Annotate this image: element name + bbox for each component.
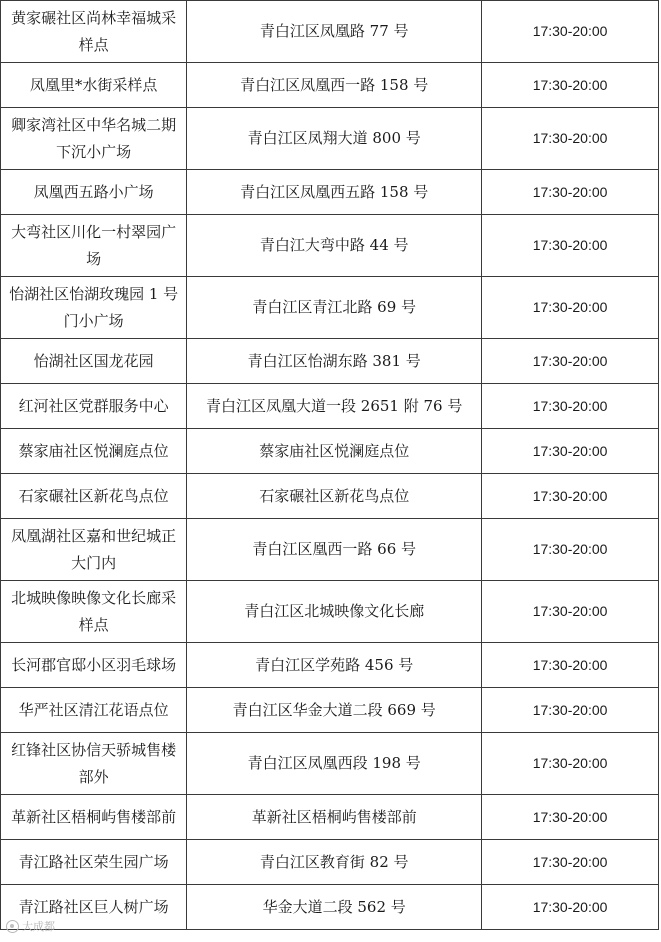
address-cell: 青白江区凤凰西段 198 号	[187, 733, 482, 795]
table-row	[1, 429, 659, 474]
time-cell: 17:30-20:00	[482, 885, 659, 930]
time-cell: 17:30-20:00	[482, 1, 659, 63]
time-cell: 17:30-20:00	[482, 840, 659, 885]
address-cell: 青白江区学苑路 456 号	[187, 643, 482, 688]
table-row	[1, 840, 659, 885]
site-name-cell: 怡湖社区国龙花园	[1, 339, 187, 384]
watermark-text: 大成都	[22, 920, 55, 933]
table-row	[1, 795, 659, 840]
site-name-cell: 红锋社区协信天骄城售楼部外	[1, 733, 187, 795]
time-cell: 17:30-20:00	[482, 108, 659, 170]
address-cell: 革新社区梧桐屿售楼部前	[187, 795, 482, 840]
table-row	[1, 277, 659, 339]
time-cell: 17:30-20:00	[482, 277, 659, 339]
time-cell: 17:30-20:00	[482, 429, 659, 474]
watermark	[6, 918, 55, 934]
time-cell: 17:30-20:00	[482, 519, 659, 581]
address-cell: 青白江区华金大道二段 669 号	[187, 688, 482, 733]
table-row	[1, 643, 659, 688]
table-row	[1, 215, 659, 277]
time-cell: 17:30-20:00	[482, 215, 659, 277]
site-name-cell: 青江路社区荣生园广场	[1, 840, 187, 885]
address-cell: 青白江区凤凰西五路 158 号	[187, 170, 482, 215]
table-row	[1, 384, 659, 429]
address-cell: 蔡家庙社区悦澜庭点位	[187, 429, 482, 474]
address-cell: 青白江大弯中路 44 号	[187, 215, 482, 277]
time-cell: 17:30-20:00	[482, 581, 659, 643]
site-name-cell: 石家碾社区新花鸟点位	[1, 474, 187, 519]
table-row	[1, 688, 659, 733]
time-cell: 17:30-20:00	[482, 733, 659, 795]
table-row	[1, 581, 659, 643]
site-name-cell: 长河郡官邸小区羽毛球场	[1, 643, 187, 688]
site-name-cell: 北城映像映像文化长廊采样点	[1, 581, 187, 643]
address-cell: 青白江区凤凰路 77 号	[187, 1, 482, 63]
time-cell: 17:30-20:00	[482, 384, 659, 429]
address-cell: 青白江区北城映像文化长廊	[187, 581, 482, 643]
site-name-cell: 黄家碾社区尚林幸福城采样点	[1, 1, 187, 63]
address-cell: 青白江区青江北路 69 号	[187, 277, 482, 339]
table-row	[1, 63, 659, 108]
time-cell: 17:30-20:00	[482, 795, 659, 840]
table-row	[1, 108, 659, 170]
address-cell: 青白江区教育街 82 号	[187, 840, 482, 885]
address-cell: 石家碾社区新花鸟点位	[187, 474, 482, 519]
time-cell: 17:30-20:00	[482, 474, 659, 519]
watermark-logo-icon	[6, 920, 19, 933]
address-cell: 青白江区怡湖东路 381 号	[187, 339, 482, 384]
site-name-cell: 凤凰西五路小广场	[1, 170, 187, 215]
site-name-cell: 怡湖社区怡湖玫瑰园 1 号门小广场	[1, 277, 187, 339]
site-name-cell: 革新社区梧桐屿售楼部前	[1, 795, 187, 840]
site-name-cell: 红河社区党群服务中心	[1, 384, 187, 429]
table-row	[1, 519, 659, 581]
time-cell: 17:30-20:00	[482, 170, 659, 215]
address-cell: 青白江区凰西一路 66 号	[187, 519, 482, 581]
time-cell: 17:30-20:00	[482, 643, 659, 688]
address-cell: 青白江区凤凰大道一段 2651 附 76 号	[187, 384, 482, 429]
time-cell: 17:30-20:00	[482, 339, 659, 384]
site-name-cell: 蔡家庙社区悦澜庭点位	[1, 429, 187, 474]
site-name-cell: 大弯社区川化一村翠园广场	[1, 215, 187, 277]
table-row	[1, 339, 659, 384]
address-cell: 青白江区凤翔大道 800 号	[187, 108, 482, 170]
site-name-cell: 华严社区清江花语点位	[1, 688, 187, 733]
address-cell: 青白江区凤凰西一路 158 号	[187, 63, 482, 108]
site-name-cell: 凤凰里*水街采样点	[1, 63, 187, 108]
site-name-cell: 凤凰湖社区嘉和世纪城正大门内	[1, 519, 187, 581]
table-row	[1, 885, 659, 930]
table-row	[1, 733, 659, 795]
table-row	[1, 474, 659, 519]
time-cell: 17:30-20:00	[482, 63, 659, 108]
site-name-cell: 卿家湾社区中华名城二期下沉小广场	[1, 108, 187, 170]
address-cell: 华金大道二段 562 号	[187, 885, 482, 930]
site-name-cell: 青江路社区巨人树广场	[1, 885, 187, 930]
table-row	[1, 1, 659, 63]
time-cell: 17:30-20:00	[482, 688, 659, 733]
table-row	[1, 170, 659, 215]
